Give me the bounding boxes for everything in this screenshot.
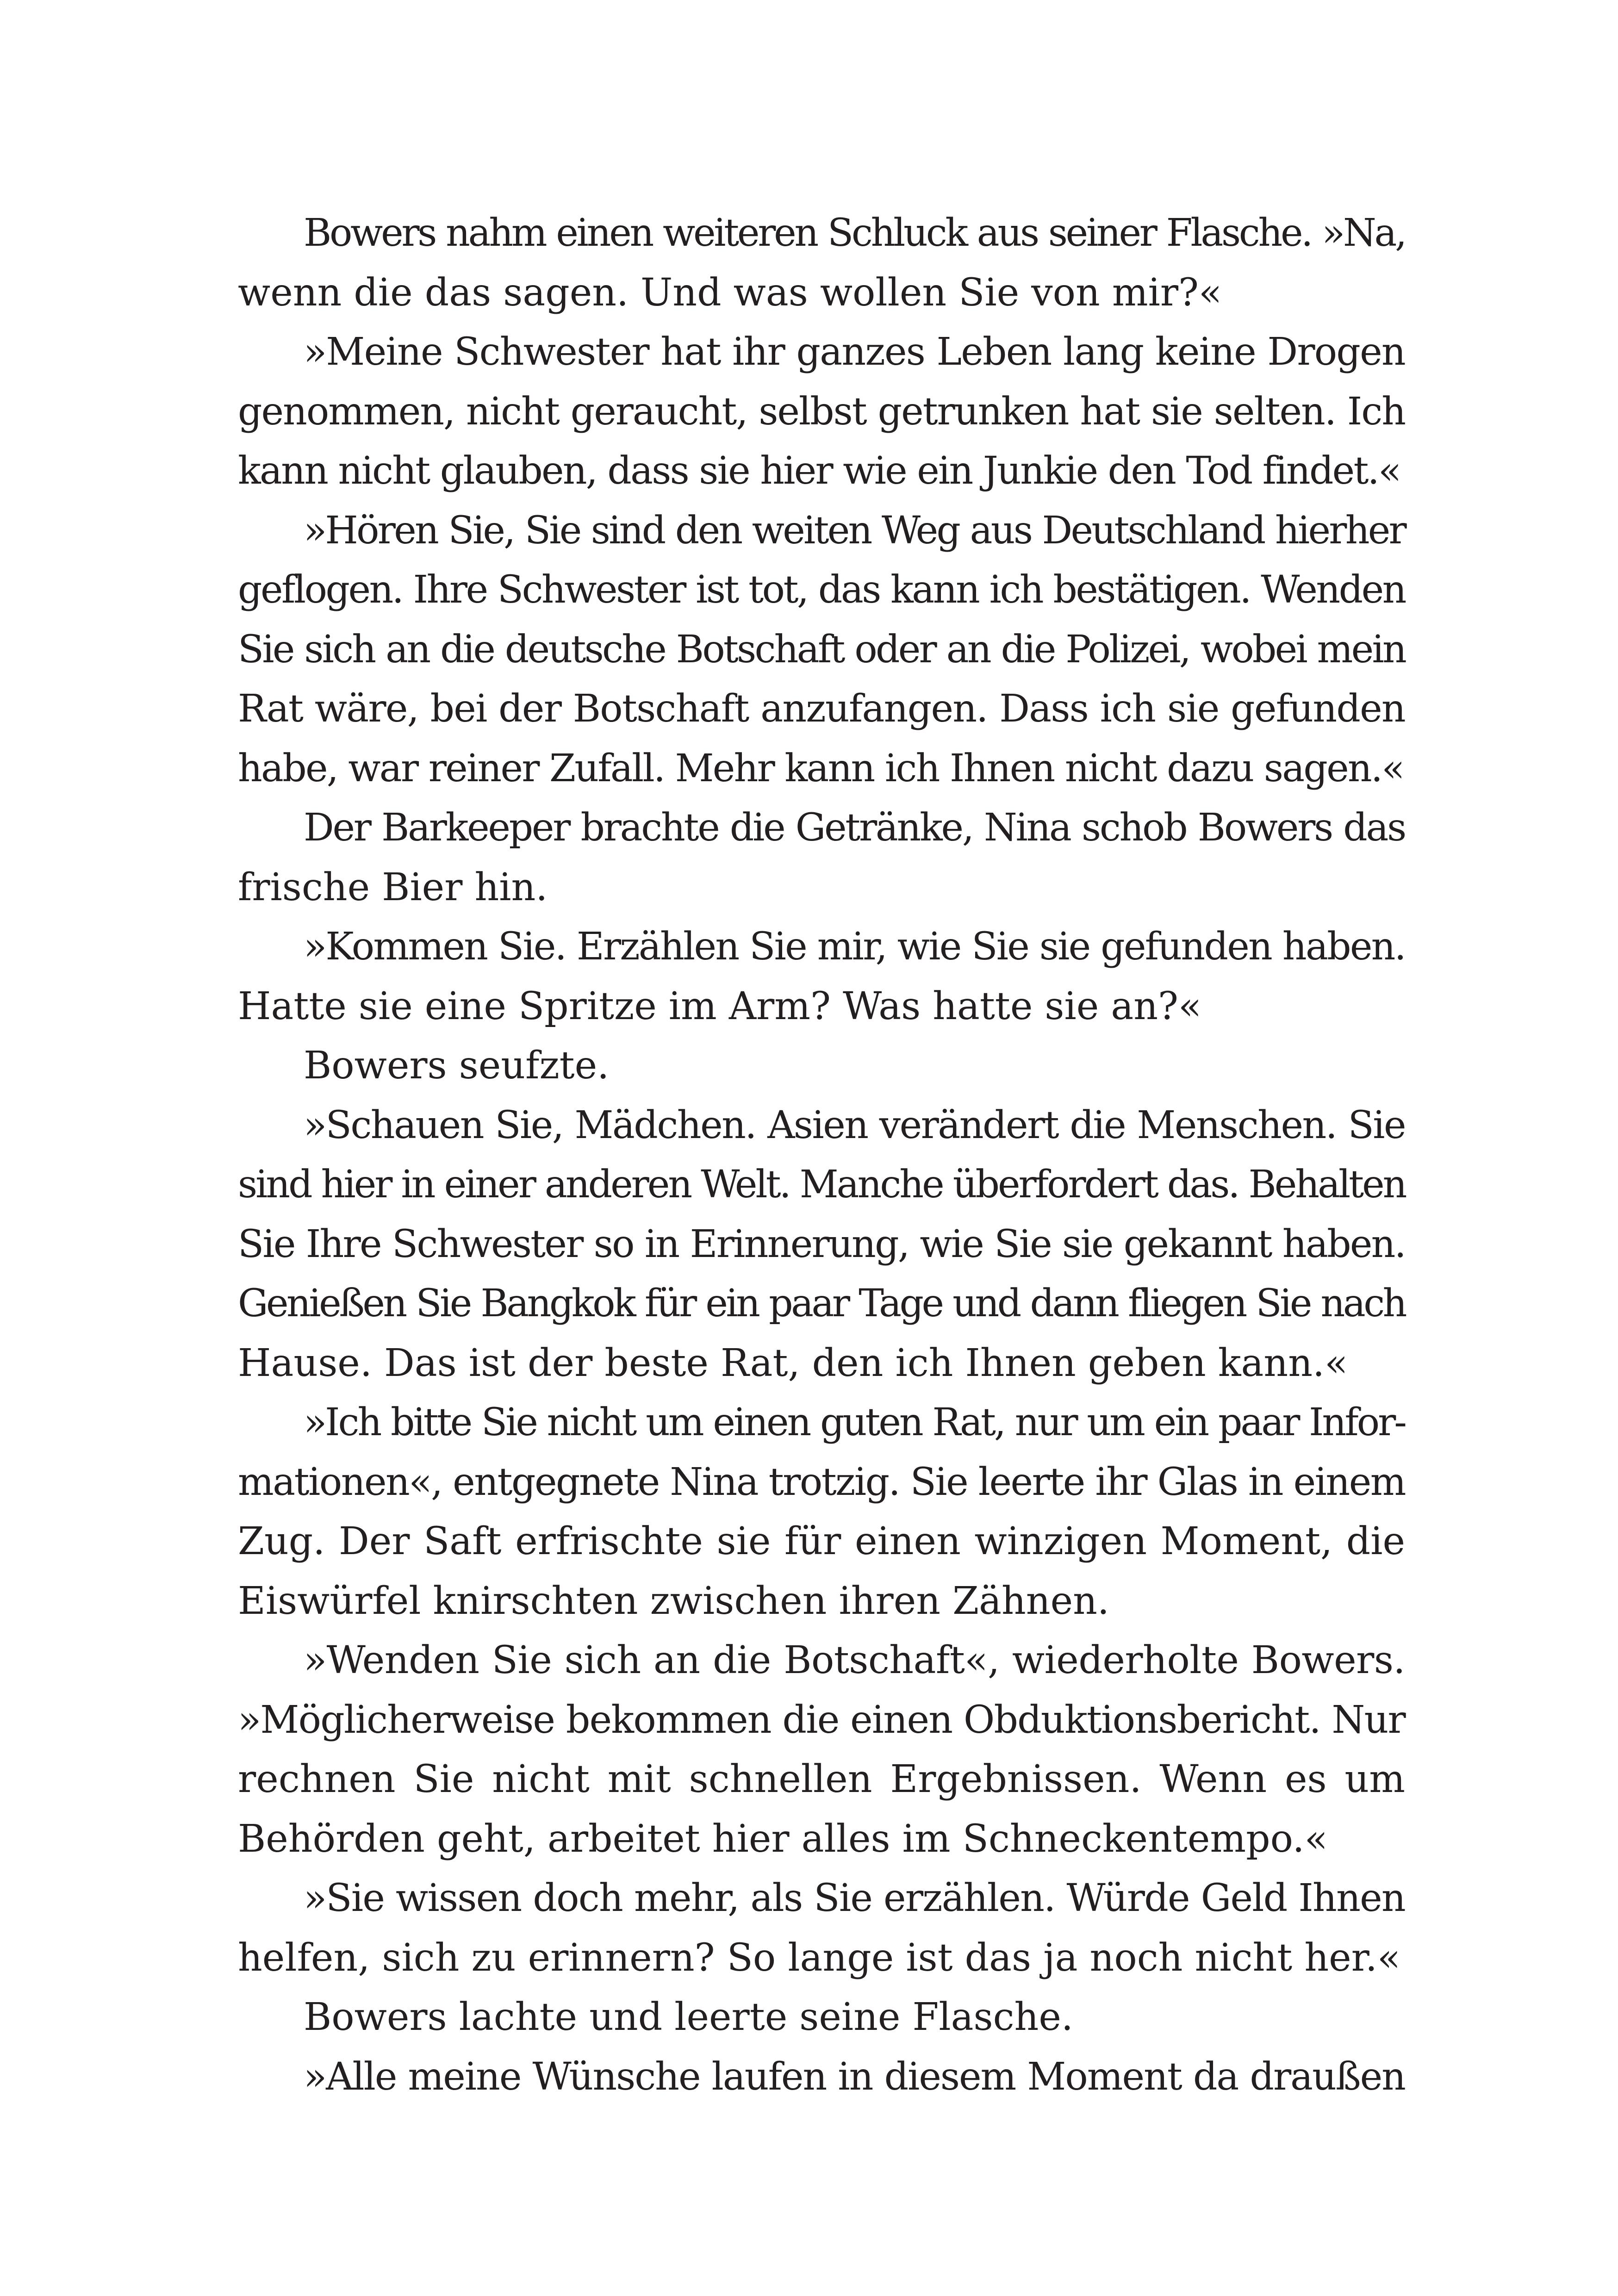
text-line: geflogen. Ihre Schwester ist tot, das kann ich bestätigen. Wenden <box>238 568 1405 612</box>
text-line: Eiswürfel knirschten zwischen ihren Zähnen. <box>238 1579 1109 1623</box>
paragraph <box>238 2047 1405 2107</box>
text-line: »Sie wissen doch mehr, als Sie erzählen. Würde Geld Ihnen <box>304 1876 1405 1920</box>
text-line: rechnen Sie nicht mit schnellen Ergebnissen. Wenn es um <box>238 1757 1405 1801</box>
text-line: habe, war reiner Zufall. Mehr kann ich Ihnen nicht dazu sagen.« <box>238 746 1404 790</box>
paragraph <box>238 1869 1405 1988</box>
text-line: Der Barkeeper brachte die Getränke, Nina schob Bowers das <box>304 806 1405 850</box>
text-line: Hatte sie eine Spritze im Arm? Was hatte sie an?« <box>238 984 1202 1028</box>
text-line: »Hören Sie, Sie sind den weiten Weg aus Deutschland hierher <box>304 508 1405 553</box>
paragraph <box>238 1393 1405 1631</box>
text-line: helfen, sich zu erinnern? So lange ist das ja noch nicht her.« <box>238 1935 1401 1980</box>
paragraph <box>238 501 1405 799</box>
text-line: Sie sich an die deutsche Botschaft oder an die Polizei, wobei mein <box>238 627 1405 672</box>
text-line: Behörden geht, arbeitet hier alles im Schneckentempo.« <box>238 1817 1328 1861</box>
text-line: »Wenden Sie sich an die Botschaft«, wiederholte Bowers. <box>304 1638 1405 1682</box>
text-line: mationen«, entgegnete Nina trotzig. Sie leerte ihr Glas in einem <box>238 1460 1405 1504</box>
text-line: Sie Ihre Schwester so in Erinnerung, wie Sie sie gekannt haben. <box>238 1222 1405 1266</box>
paragraph <box>238 204 1405 323</box>
text-line: kann nicht glauben, dass sie hier wie ein Junkie den Tod findet.« <box>238 449 1400 493</box>
text-line: »Möglicherweise bekommen die einen Obduktionsbericht. Nur <box>238 1698 1405 1742</box>
text-line: Bowers seufzte. <box>304 1044 610 1088</box>
text-line: Zug. Der Saft erfrischte sie für einen winzigen Moment, die <box>238 1519 1405 1563</box>
text-line: »Meine Schwester hat ihr ganzes Leben lang keine Drogen <box>304 330 1405 374</box>
text-line: Hause. Das ist der beste Rat, den ich Ihnen geben kann.« <box>238 1341 1348 1385</box>
text-line: »Alle meine Wünsche laufen in diesem Moment da draußen <box>304 2054 1405 2099</box>
text-line: frische Bier hin. <box>238 865 548 909</box>
paragraph <box>238 1096 1405 1394</box>
text-line: »Kommen Sie. Erzählen Sie mir, wie Sie sie gefunden haben. <box>304 925 1405 969</box>
text-line: »Schauen Sie, Mädchen. Asien verändert die Menschen. Sie <box>304 1103 1405 1147</box>
text-line: Bowers nahm einen weiteren Schluck aus seiner Flasche. »Na, <box>304 211 1405 255</box>
paragraph <box>238 1631 1405 1869</box>
paragraph <box>238 1036 1405 1096</box>
paragraph <box>238 917 1405 1036</box>
text-line: wenn die das sagen. Und was wollen Sie von mir?« <box>238 270 1222 315</box>
text-line: »Ich bitte Sie nicht um einen guten Rat, nur um ein paar Infor- <box>304 1400 1405 1444</box>
text-line: Bowers lachte und leerte seine Flasche. <box>304 1995 1073 2039</box>
paragraph <box>238 798 1405 917</box>
paragraph <box>238 1988 1405 2047</box>
body-text <box>238 204 1405 2107</box>
text-line: Genießen Sie Bangkok für ein paar Tage und dann fliegen Sie nach <box>238 1282 1405 1325</box>
text-line: sind hier in einer anderen Welt. Manche überfordert das. Behalten <box>238 1163 1406 1207</box>
text-line: genommen, nicht geraucht, selbst getrunken hat sie selten. Ich <box>238 389 1405 434</box>
text-line: Rat wäre, bei der Botschaft anzufangen. Dass ich sie gefunden <box>238 687 1405 731</box>
paragraph <box>238 323 1405 501</box>
